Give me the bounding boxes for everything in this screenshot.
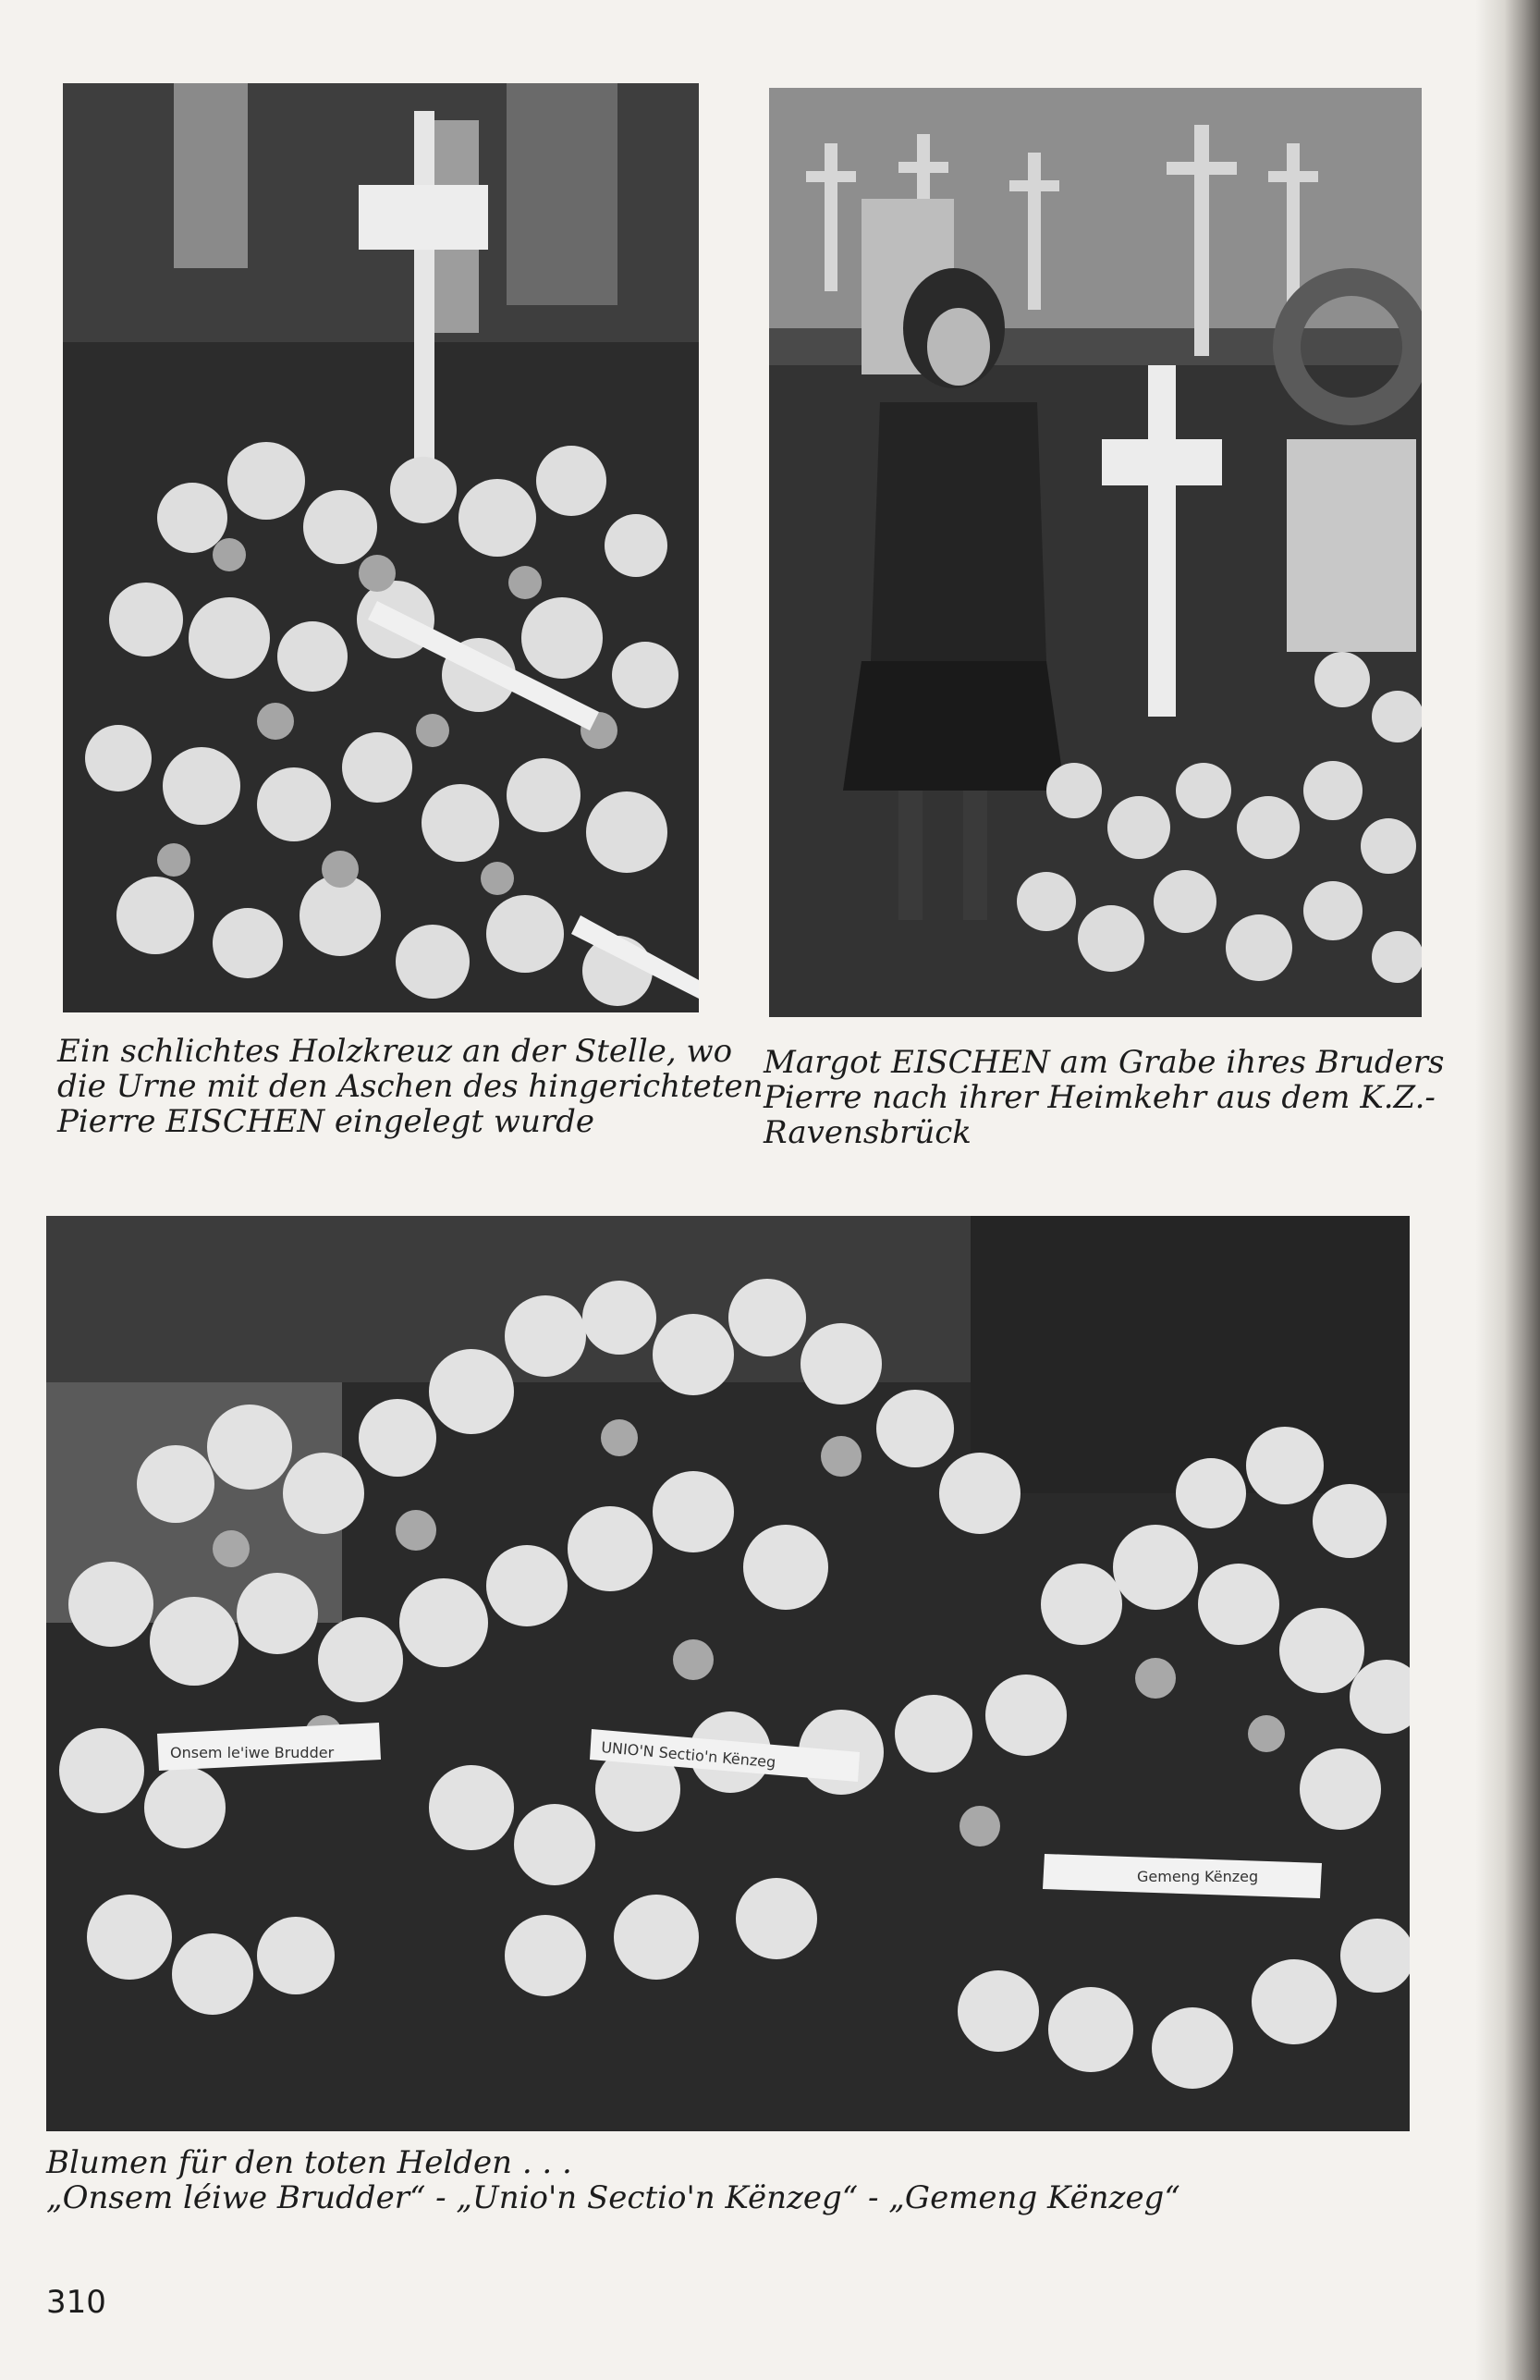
photograph-icon <box>63 83 699 1012</box>
caption-right <box>764 1045 1444 1150</box>
ribbon-text-2: UNIO'N Sectio'n Kënzeg <box>600 1738 777 1772</box>
photo-margot-at-grave <box>769 88 1422 1017</box>
caption-bottom-line-2: „Onsem léiwe Brudder“ - „Unio'n Sectio'n Kënzeg“ - „Gemeng Kënzeg“ <box>46 2179 1180 2216</box>
caption-left-line-1: Ein schlichtes Holzkreuz an der Stelle, wo <box>57 1033 733 1070</box>
photo-flower-wreaths <box>46 1216 1410 2131</box>
page-number: 310 <box>46 2284 106 2321</box>
photo-grave-wooden-cross <box>63 83 699 1012</box>
photograph-icon <box>46 1216 1410 2131</box>
caption-left-line-3: Pierre EISCHEN eingelegt wurde <box>57 1103 595 1140</box>
caption-right-line-3: Ravensbrück <box>764 1114 972 1151</box>
page-edge-shadow <box>1475 0 1540 2380</box>
caption-left <box>57 1034 763 1139</box>
caption-right-line-2: Pierre nach ihrer Heimkehr aus dem K.Z.- <box>764 1079 1436 1116</box>
caption-bottom <box>46 2145 1180 2215</box>
caption-bottom-line-1: Blumen für den toten Helden . . . <box>46 2144 572 2181</box>
caption-left-line-2: die Urne mit den Aschen des hingerichteten <box>57 1068 764 1105</box>
ribbon-text-1: Onsem le'iwe Brudder <box>170 1744 335 1761</box>
caption-right-line-1: Margot EISCHEN am Grabe ihres Bruders <box>764 1044 1445 1081</box>
photograph-icon <box>769 88 1422 1017</box>
ribbon-text-3: Gemeng Kënzeg <box>1137 1868 1259 1885</box>
